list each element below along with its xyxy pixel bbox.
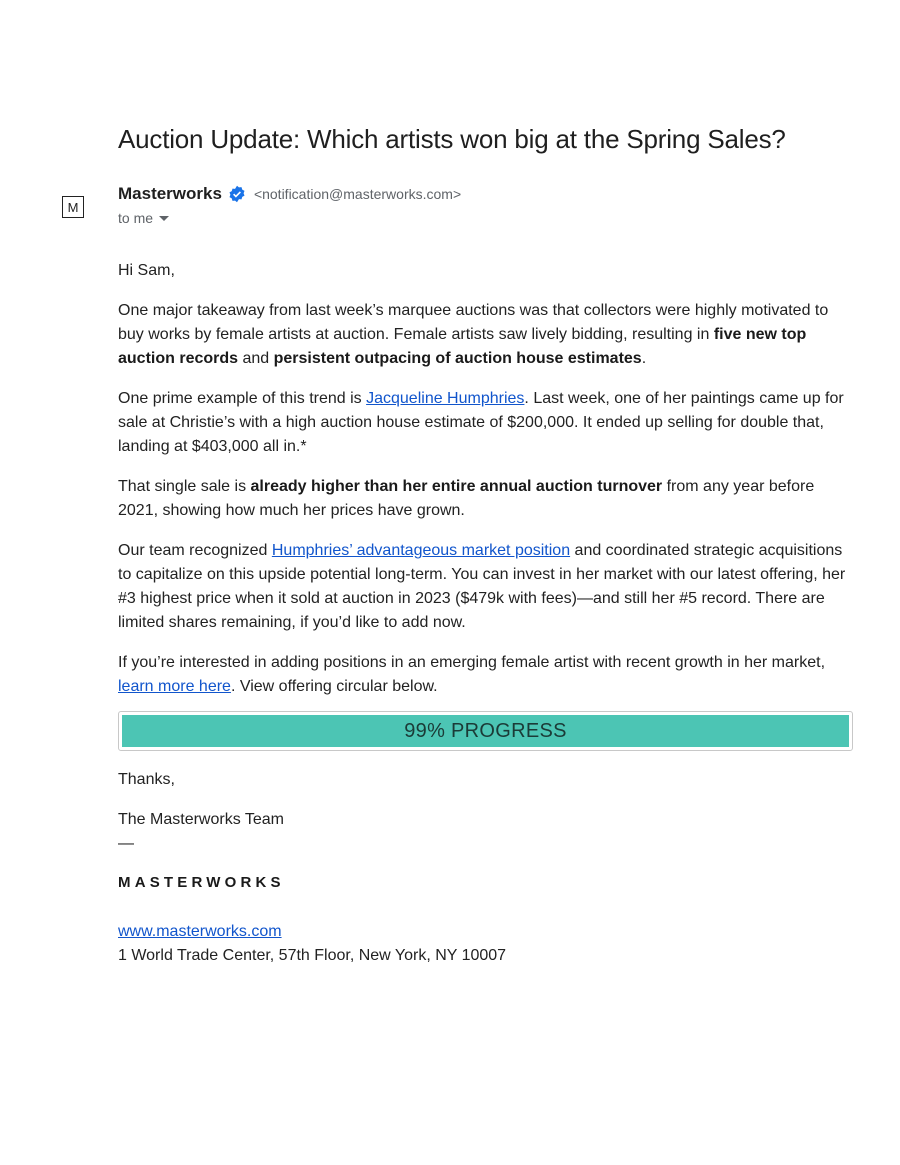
signature [118, 808, 284, 856]
text: That single sale is [118, 478, 251, 495]
progress-label: 99% PROGRESS [404, 719, 567, 742]
learn-more-link[interactable]: learn more here [118, 678, 231, 695]
paragraph-4 [118, 539, 858, 635]
progress-bar [118, 711, 853, 751]
email-subject: Auction Update: Which artists won big at the Spring Sales? [118, 124, 786, 154]
recipient-label: to me [118, 210, 154, 226]
text: If you’re interested in adding positions in an emerging female artist with recent growth in her market, [118, 654, 826, 671]
sender-name[interactable]: Masterworks [118, 184, 222, 203]
bold-text: persistent outpacing of auction house estimates [273, 350, 642, 367]
signature-dash: — [118, 835, 134, 852]
paragraph-2 [118, 387, 858, 459]
text: One major takeaway from last week’s marquee auctions was that collectors were highly motivated to buy works by female artists at auction. Female artists saw lively bidding, resulting in [118, 302, 829, 343]
text: . Last week, one of her paintings came up for sale at Christie’s with a high auction house estimate of $200,000. It ended up selling for double that, landing at $403,000 all in.* [118, 390, 844, 455]
greeting: Hi Sam, [118, 262, 175, 279]
brand-wordmark: MASTERWORKS [118, 874, 285, 891]
text: . View offering circular below. [230, 678, 438, 695]
text: . [641, 350, 647, 367]
paragraph-1 [118, 299, 858, 371]
text: and [238, 350, 274, 367]
paragraph-3 [118, 475, 858, 523]
sender-avatar[interactable]: M [62, 196, 84, 218]
market-position-link[interactable]: Humphries’ advantageous market position [271, 542, 571, 559]
text: One prime example of this trend is [118, 390, 367, 407]
sender-row [118, 184, 461, 204]
text: from any year before 2021, showing how much her prices have grown. [118, 478, 815, 519]
sender-email: <notification@masterworks.com> [253, 186, 462, 202]
email-body [118, 259, 858, 715]
website-link[interactable]: www.masterworks.com [118, 923, 282, 940]
bold-text: five new top auction records [118, 326, 807, 367]
text: Our team recognized [118, 542, 272, 559]
caret-down-icon[interactable] [159, 216, 169, 221]
footer [118, 920, 506, 968]
verified-check-icon [228, 185, 246, 203]
progress-fill [122, 715, 849, 747]
signature-name: The Masterworks Team [118, 811, 284, 828]
closing: Thanks, [118, 771, 175, 788]
artist-link[interactable]: Jacqueline Humphries [366, 390, 525, 407]
text: and coordinated strategic acquisitions to capitalize on this upside potential long-term. You can invest in her market with our latest offering, her #3 highest price when it sold at auction in 2023 ($479k with fees)—and still her #5 record. There are limited shares remaining, if you’d like to add now. [118, 542, 846, 631]
bold-text: already higher than her entire annual auction turnover [250, 478, 663, 495]
address: 1 World Trade Center, 57th Floor, New York, NY 10007 [118, 947, 507, 964]
recipient-row[interactable] [118, 210, 169, 226]
paragraph-5 [118, 651, 858, 699]
